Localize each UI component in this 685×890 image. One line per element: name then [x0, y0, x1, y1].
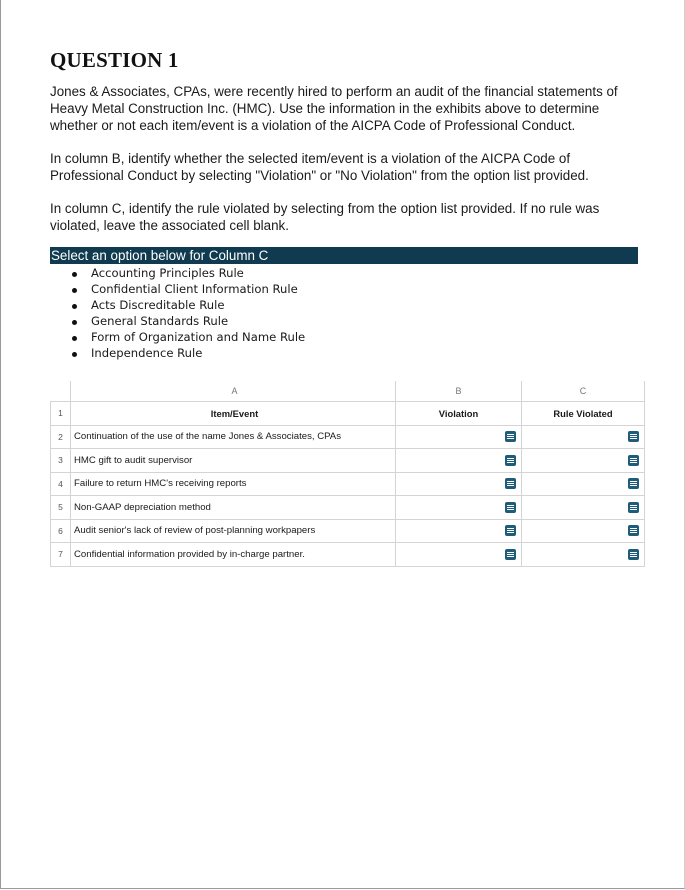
row-number: 1: [51, 402, 71, 426]
rule-violated-dropdown[interactable]: [522, 425, 645, 449]
header-violation: Violation: [396, 402, 522, 426]
column-c-instructions: In column C, identify the rule violated by selecting from the option list provided. If no rule was violated, leave the associated cell blank.: [50, 201, 600, 233]
question-title: QUESTION 1: [50, 48, 179, 72]
list-dropdown-icon[interactable]: [505, 478, 516, 489]
rule-violated-dropdown[interactable]: [522, 449, 645, 473]
item-event-cell: Continuation of the use of the name Jones & Associates, CPAs: [71, 425, 396, 449]
item-event-cell: Confidential information provided by in-charge partner.: [71, 543, 396, 567]
rule-violated-dropdown[interactable]: [522, 472, 645, 496]
row-number: 6: [51, 519, 71, 543]
header-row: [51, 402, 645, 426]
list-dropdown-icon[interactable]: [628, 549, 639, 560]
list-dropdown-icon[interactable]: [628, 502, 639, 513]
violation-dropdown[interactable]: [396, 543, 522, 567]
header-rule-violated: Rule Violated: [522, 402, 645, 426]
option-list-header: Select an option below for Column C: [50, 247, 638, 264]
list-dropdown-icon[interactable]: [628, 431, 639, 442]
answer-spreadsheet: [50, 381, 645, 567]
table-row: [51, 496, 645, 520]
column-letter-c: C: [522, 381, 645, 402]
list-dropdown-icon[interactable]: [505, 525, 516, 536]
option-list: [50, 266, 640, 361]
rule-violated-dropdown[interactable]: [522, 519, 645, 543]
violation-dropdown[interactable]: [396, 519, 522, 543]
violation-dropdown[interactable]: [396, 449, 522, 473]
item-event-cell: Audit senior's lack of review of post-planning workpapers: [71, 519, 396, 543]
option-item: Acts Discreditable Rule: [91, 298, 640, 314]
list-dropdown-icon[interactable]: [505, 502, 516, 513]
item-event-cell: HMC gift to audit supervisor: [71, 449, 396, 473]
violation-dropdown[interactable]: [396, 472, 522, 496]
row-number: 4: [51, 472, 71, 496]
table-row: [51, 519, 645, 543]
column-letter-b: B: [396, 381, 522, 402]
item-event-cell: Failure to return HMC's receiving reports: [71, 472, 396, 496]
row-number: 5: [51, 496, 71, 520]
header-item-event: Item/Event: [71, 402, 396, 426]
list-dropdown-icon[interactable]: [628, 478, 639, 489]
option-item: Confidential Client Information Rule: [91, 282, 640, 298]
option-item: Accounting Principles Rule: [91, 266, 640, 282]
table-row: [51, 425, 645, 449]
row-number: 7: [51, 543, 71, 567]
option-item: General Standards Rule: [91, 314, 640, 330]
list-dropdown-icon[interactable]: [505, 549, 516, 560]
row-number: 2: [51, 425, 71, 449]
corner-cell: [51, 381, 71, 402]
column-b-instructions: In column B, identify whether the selected item/event is a violation of the AICPA Code of Professional Conduct by selecting "Violation" or "No Violation" from the option list provided.: [50, 151, 589, 183]
option-item: Form of Organization and Name Rule: [91, 330, 640, 346]
rule-violated-dropdown[interactable]: [522, 543, 645, 567]
intro-paragraph: Jones & Associates, CPAs, were recently hired to perform an audit of the financial statements of Heavy Metal Construction Inc. (HMC). Use the information in the exhibits above to determine whether or not each item/event is a violation of the AICPA Code of Professional Conduct.: [50, 84, 618, 133]
option-item: Independence Rule: [91, 346, 640, 362]
column-letter-a: A: [71, 381, 396, 402]
table-row: [51, 472, 645, 496]
question-content: [50, 48, 640, 361]
row-number: 3: [51, 449, 71, 473]
column-letter-row: [51, 381, 645, 402]
rule-violated-dropdown[interactable]: [522, 496, 645, 520]
item-event-cell: Non-GAAP depreciation method: [71, 496, 396, 520]
violation-dropdown[interactable]: [396, 496, 522, 520]
list-dropdown-icon[interactable]: [628, 525, 639, 536]
list-dropdown-icon[interactable]: [505, 455, 516, 466]
list-dropdown-icon[interactable]: [505, 431, 516, 442]
violation-dropdown[interactable]: [396, 425, 522, 449]
list-dropdown-icon[interactable]: [628, 455, 639, 466]
table-row: [51, 543, 645, 567]
table-row: [51, 449, 645, 473]
